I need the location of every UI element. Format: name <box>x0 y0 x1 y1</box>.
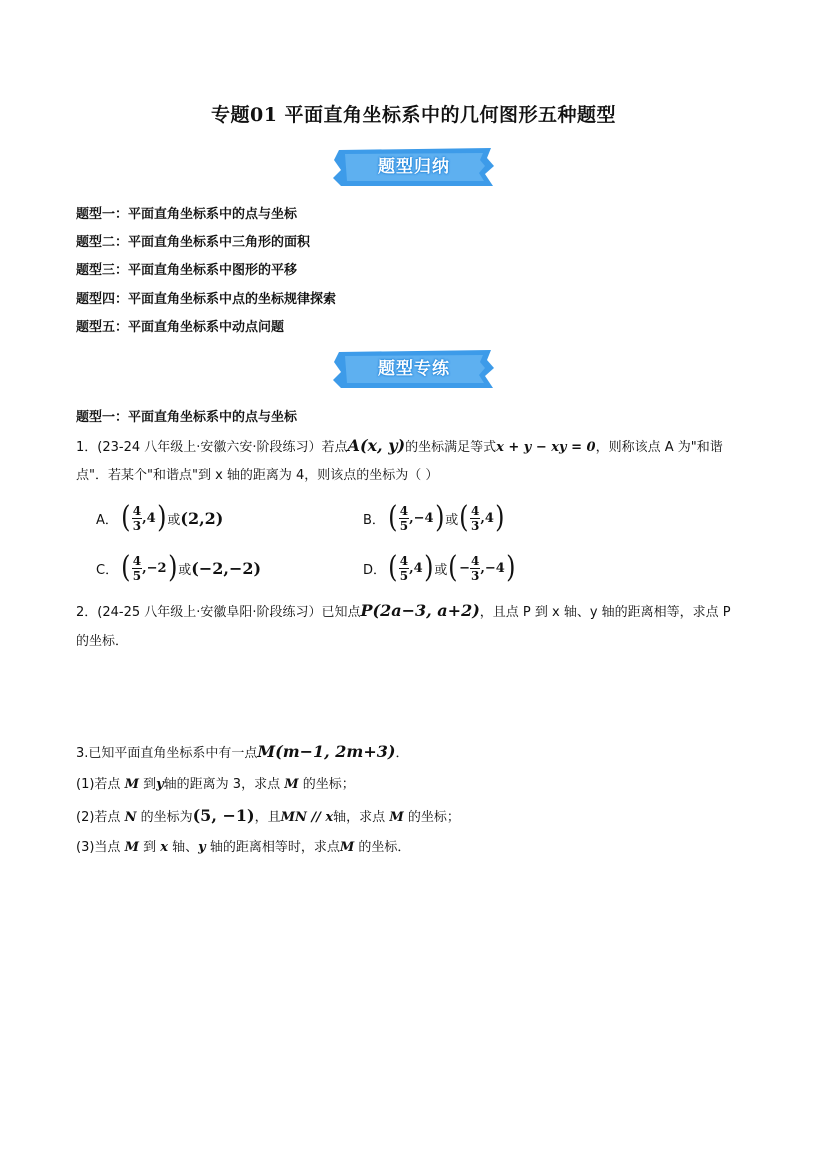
minus-sign: − <box>459 560 471 576</box>
question-3-part-1 <box>76 776 355 794</box>
question-2-line-1 <box>76 602 731 622</box>
question-3-part-3 <box>76 839 410 857</box>
text: 轴的距离为 3，求点 <box>163 777 281 792</box>
text: 的坐标． <box>358 840 411 855</box>
q1-mid: 的坐标满足等式 <box>405 440 497 455</box>
summary-item: 题型五：平面直角坐标系中动点问题 <box>76 320 285 335</box>
question-1-line-1 <box>76 437 723 457</box>
option-label: C． <box>96 562 119 578</box>
text: 到 <box>143 840 157 855</box>
text: (1)若点 <box>76 777 121 792</box>
math: (5, −1) <box>192 806 255 825</box>
section-banner-practice <box>331 348 497 390</box>
text: 轴的距离相等时，求点 <box>209 840 340 855</box>
text: (2)若点 <box>76 810 121 825</box>
q1-tail: ，则称该点 A 为"和谐 <box>595 440 723 455</box>
text: 轴，求点 <box>333 810 386 825</box>
frac-den: 5 <box>399 568 409 583</box>
or-text: 或 <box>167 512 181 528</box>
q1-coord: (x, y) <box>359 436 406 455</box>
option-c[interactable]: C． ( $\frac{4}{5}$ ,−2 ) 或 (−2,−2) <box>96 550 262 585</box>
math: M <box>389 810 404 825</box>
question-3-line-1 <box>76 743 408 763</box>
frac-den: 3 <box>132 518 142 533</box>
coord-b: (2,2) <box>180 508 224 528</box>
text: 的坐标； <box>302 777 355 792</box>
coord-rest: ,−4 <box>480 560 505 576</box>
page-title: 专题01 平面直角坐标系中的几何图形五种题型 <box>210 104 617 126</box>
math: MN // x <box>280 810 334 825</box>
math: M <box>284 777 299 792</box>
or-text: 或 <box>178 562 192 578</box>
q3-point: M(m−1, 2m+3) <box>257 742 396 761</box>
section-banner-summary <box>331 146 497 188</box>
frac-num: 4 <box>132 503 142 518</box>
or-text: 或 <box>445 512 459 528</box>
coord-b: (−2,−2) <box>191 558 262 578</box>
section-heading: 题型一：平面直角坐标系中的点与坐标 <box>76 410 298 425</box>
summary-item: 题型一：平面直角坐标系中的点与坐标 <box>76 207 298 222</box>
question-2-line-2: 的坐标． <box>76 634 129 649</box>
frac-den: 5 <box>399 518 409 533</box>
coord-rest: ,4 <box>409 560 423 576</box>
text: 的坐标为 <box>140 810 193 825</box>
frac-den: 3 <box>471 568 480 583</box>
math: M <box>124 840 139 855</box>
summary-item: 题型二：平面直角坐标系中三角形的面积 <box>76 235 311 250</box>
frac-den: 5 <box>132 568 142 583</box>
coord-rest: ,−4 <box>409 510 434 526</box>
text: 的坐标； <box>407 810 460 825</box>
q1-prefix: 1．(23-24 八年级上·安徽六安·阶段练习）若点 <box>76 440 348 455</box>
frac-num: 4 <box>132 553 142 568</box>
q1-point: A <box>347 436 360 455</box>
q3-stem-end: ． <box>395 746 409 761</box>
frac-num: 4 <box>399 503 409 518</box>
option-label: A． <box>96 512 118 528</box>
text: ，且 <box>254 810 281 825</box>
frac-num: 4 <box>471 503 480 518</box>
option-d[interactable]: D． ( $\frac{4}{5}$ ,4 ) 或 ( − $\frac{4}{3}$ ,−4 ) <box>363 550 516 585</box>
math: M <box>339 840 355 855</box>
text: 到 <box>143 777 157 792</box>
text: 轴、 <box>172 840 199 855</box>
coord-rest: ,4 <box>480 510 494 526</box>
coord-rest: ,−2 <box>142 560 167 576</box>
math: N <box>124 810 137 825</box>
q3-stem: 3.已知平面直角坐标系中有一点 <box>76 746 258 761</box>
frac-num: 4 <box>399 553 409 568</box>
q2-point: P(2a−3, a+2) <box>360 601 480 620</box>
option-label: D． <box>363 562 387 578</box>
math: M <box>124 777 139 792</box>
option-label: B． <box>363 512 385 528</box>
summary-item: 题型三：平面直角坐标系中图形的平移 <box>76 263 298 278</box>
math: y <box>198 840 206 855</box>
math: x <box>160 840 169 855</box>
option-b[interactable]: B． ( $\frac{4}{5}$ ,−4 ) 或 ( $\frac{4}{3}$ ,4 ) <box>363 500 505 535</box>
or-text: 或 <box>434 562 448 578</box>
math: y <box>156 777 164 792</box>
banner-label: 题型归纳 <box>378 157 450 177</box>
q2-mid: ，且点 P 到 x 轴、y 轴的距离相等，求点 P <box>479 605 731 620</box>
frac-den: 3 <box>471 518 480 533</box>
text: (3)当点 <box>76 840 121 855</box>
banner-label: 题型专练 <box>378 359 450 379</box>
summary-item: 题型四：平面直角坐标系中点的坐标规律探索 <box>76 292 337 307</box>
coord-rest: ,4 <box>142 510 156 526</box>
question-3-part-2 <box>76 807 460 827</box>
frac-num: 4 <box>471 553 480 568</box>
option-a[interactable]: A． ( $\frac{4}{3}$ ,4 ) 或 (2,2) <box>96 500 224 535</box>
q2-prefix: 2．(24-25 八年级上·安徽阜阳·阶段练习）已知点 <box>76 605 361 620</box>
question-1-line-2: 点"．若某个"和谐点"到 x 轴的距离为 4，则该点的坐标为（ ） <box>76 468 439 483</box>
q1-equation: x + y − xy = 0 <box>496 440 596 455</box>
